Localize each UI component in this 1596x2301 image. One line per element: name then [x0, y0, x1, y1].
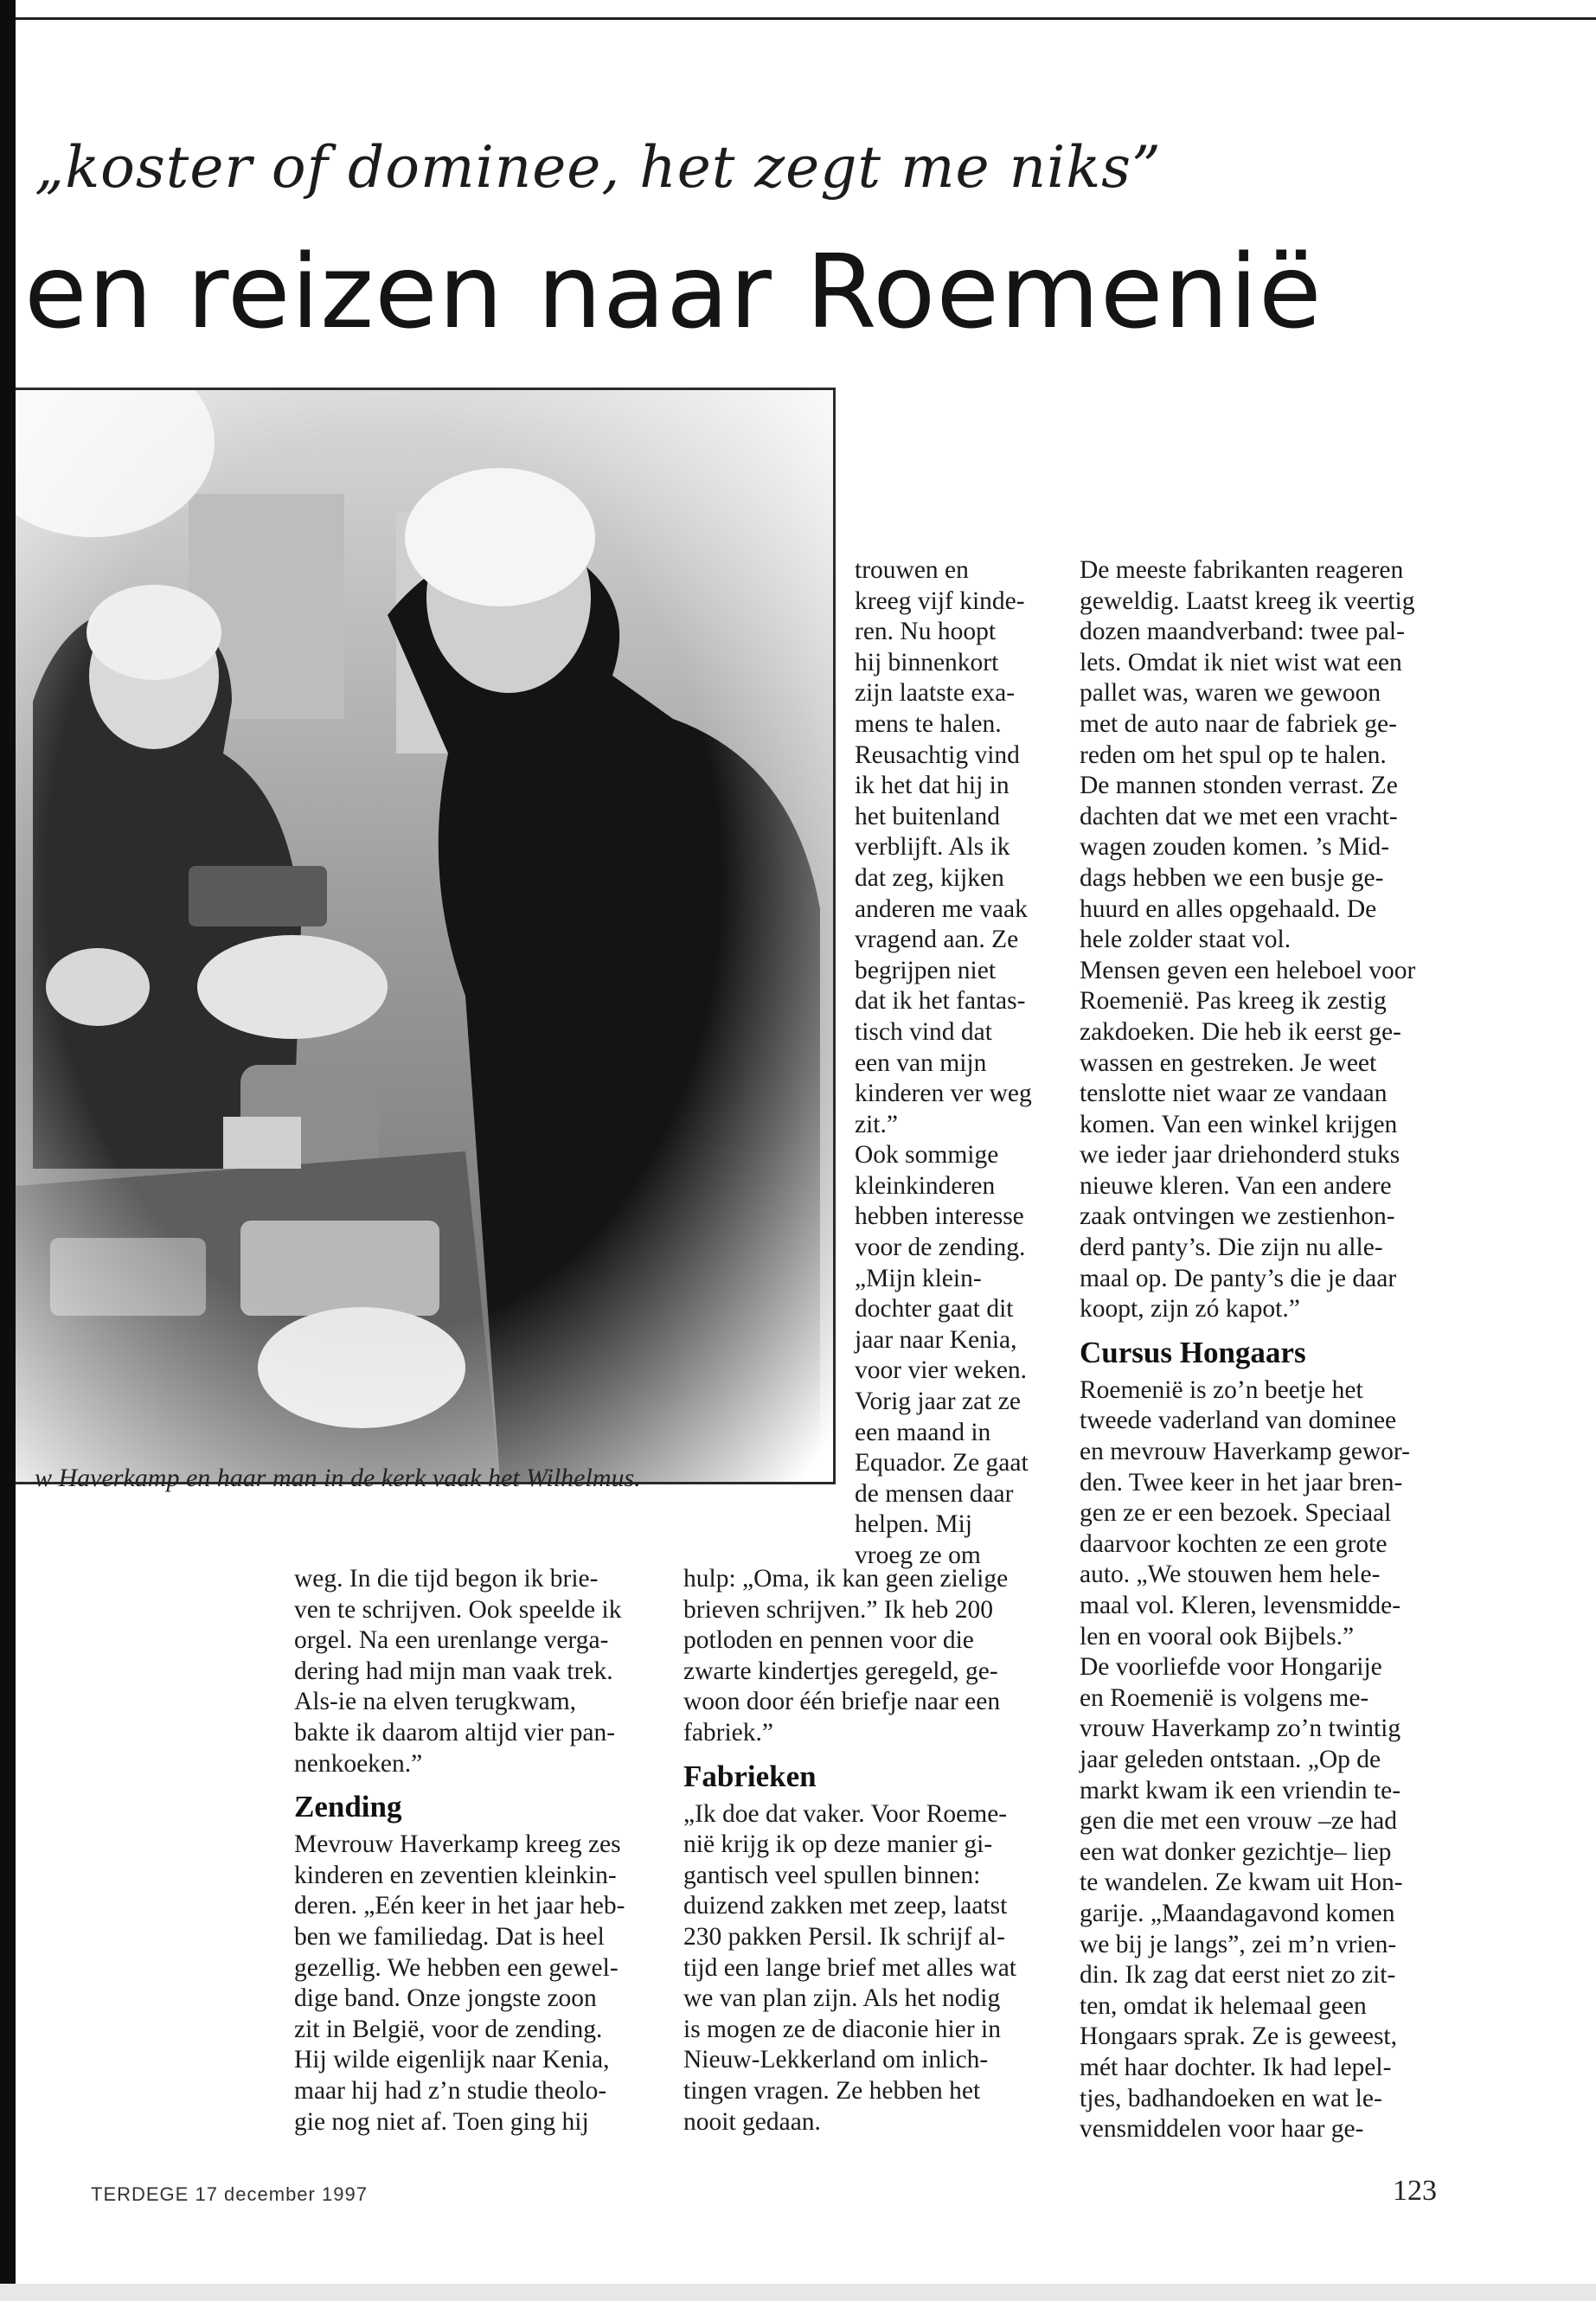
scan-edge-left	[0, 0, 16, 2301]
paragraph-line: kreeg vijf kinde-	[855, 586, 1025, 615]
paragraph-line: geweldig. Laatst kreeg ik veertig	[1080, 586, 1415, 615]
paragraph-line: kinderen en zeventien kleinkin-	[294, 1861, 617, 1889]
paragraph-line: weg. In die tijd begon ik brie-	[294, 1565, 599, 1593]
paragraph-line: Reusachtig vind	[855, 740, 1020, 769]
paragraph-line: maar hij had z’n studie theolo-	[294, 2076, 607, 2105]
paragraph-line: De voorliefde voor Hongarije	[1080, 1653, 1382, 1682]
paragraph-line: tijd een lange brief met alles wat	[683, 1953, 1016, 1982]
paragraph-line: dat zeg, kijken	[855, 863, 1004, 892]
paragraph-line: een van mijn	[855, 1048, 987, 1077]
paragraph-line: nieuwe kleren. Van een andere	[1080, 1171, 1392, 1200]
paragraph-line: „Ik doe dat vaker. Voor Roeme-	[683, 1799, 1008, 1828]
paragraph-line: een maand in	[855, 1418, 991, 1446]
paragraph-line: zit in België, voor de zending.	[294, 2015, 603, 2043]
paragraph-line: din. Ik zag dat eerst niet zo zit-	[1080, 1961, 1396, 1990]
paragraph-line: komen. Van een winkel krijgen	[1080, 1110, 1398, 1138]
paragraph-line: tjes, badhandoeken en wat le-	[1080, 2084, 1382, 2112]
paragraph-line: zwarte kindertjes geregeld, ge-	[683, 1657, 998, 1685]
photo-elderly-couple-packing-goods	[16, 390, 833, 1482]
paragraph-line: tingen vragen. Ze hebben het	[683, 2076, 981, 2105]
paragraph-line: dozen maandverband: twee pal-	[1080, 618, 1405, 646]
paragraph-line: De mannen stonden verrast. Ze	[1080, 772, 1398, 800]
paragraph-line: dering had mijn man vaak trek.	[294, 1657, 613, 1685]
article-photo	[16, 388, 836, 1484]
paragraph-line: Mensen geven een heleboel voor	[1080, 956, 1416, 984]
paragraph-line: zijn laatste exa-	[855, 679, 1016, 708]
paragraph-line: tenslotte niet waar ze vandaan	[1080, 1080, 1388, 1108]
paragraph-line: gie nog niet af. Toen ging hij	[294, 2107, 589, 2136]
paragraph-line: dachten dat we met een vracht-	[1080, 802, 1398, 830]
paragraph-line: mens te halen.	[855, 709, 1002, 738]
paragraph-line: duizend zakken met zeep, laatst	[683, 1892, 1008, 1920]
body-column-2-upper	[855, 555, 1052, 1572]
paragraph-line: reden om het spul op te halen.	[1080, 740, 1387, 769]
paragraph-line: helpen. Mij	[855, 1510, 973, 1539]
paragraph-line: jaar geleden ontstaan. „Op de	[1080, 1745, 1381, 1773]
paragraph-line: nenkoeken.”	[294, 1749, 423, 1778]
article-kicker: „koster of dominee, het zegt me niks”	[35, 134, 1162, 201]
paragraph-line: nië krijg ik op deze manier gi-	[683, 1830, 993, 1859]
page-number: 123	[1393, 2175, 1437, 2207]
paragraph-line: wassen en gestreken. Je weet	[1080, 1048, 1377, 1077]
paragraph-line: wagen zouden komen. ’s Mid-	[1080, 833, 1390, 862]
paragraph-line: voor vier weken.	[855, 1356, 1028, 1385]
paragraph-line: woon door één briefje naar een	[683, 1688, 1001, 1716]
paragraph-line: len en vooral ook Bijbels.”	[1080, 1622, 1355, 1650]
paragraph-line: Hongaars sprak. Ze is geweest,	[1080, 2022, 1397, 2051]
paragraph-line: vroeg ze om	[855, 1541, 981, 1569]
subheading-fabrieken: Fabrieken	[683, 1759, 817, 1793]
paragraph-line: lets. Omdat ik niet wist wat een	[1080, 648, 1402, 676]
paragraph-line: deren. „Eén keer in het jaar heb-	[294, 1892, 625, 1920]
paragraph-line: huurd en alles opgehaald. De	[1080, 894, 1377, 923]
paragraph-line: vensmiddelen voor haar ge-	[1080, 2115, 1364, 2144]
paragraph-line: en mevrouw Haverkamp gewor-	[1080, 1438, 1410, 1466]
body-column-1	[294, 1564, 649, 2138]
paragraph-line: trouwen en	[855, 556, 969, 584]
paragraph-line: Roemenië. Pas kreeg ik zestig	[1080, 987, 1387, 1016]
paragraph-line: kleinkinderen	[855, 1171, 996, 1200]
body-column-2-lower	[683, 1564, 1047, 2138]
paragraph-line: vragend aan. Ze	[855, 926, 1019, 954]
paragraph-line: zit.”	[855, 1110, 898, 1138]
paragraph-line: garije. „Maandagavond komen	[1080, 1899, 1395, 1927]
paragraph-line: zaak ontvingen we zestienhon-	[1080, 1202, 1395, 1231]
paragraph-line: en Roemenië is volgens me-	[1080, 1683, 1369, 1712]
paragraph-line: Mevrouw Haverkamp kreeg zes	[294, 1830, 621, 1859]
paragraph-line: Roemenië is zo’n beetje het	[1080, 1375, 1363, 1404]
article-headline: en reizen naar Roemenië	[24, 232, 1323, 351]
paragraph-line: pallet was, waren we gewoon	[1080, 679, 1381, 708]
paragraph-line: daarvoor kochten ze een grote	[1080, 1529, 1388, 1558]
paragraph-line: tweede vaderland van dominee	[1080, 1407, 1397, 1435]
paragraph-line: dat ik het fantas-	[855, 987, 1026, 1016]
paragraph-line: markt kwam ik een vriendin te-	[1080, 1776, 1401, 1804]
paragraph-line: koopt, zijn zó kapot.”	[1080, 1295, 1300, 1324]
photo-caption: w Haverkamp en haar man in de kerk vaak het Wilhelmus.	[35, 1464, 641, 1492]
paragraph-line: dochter gaat dit	[855, 1295, 1014, 1324]
paragraph-line: dige band. Onze jongste zoon	[294, 1984, 597, 2013]
paragraph-line: derd panty’s. Die zijn nu alle-	[1080, 1234, 1383, 1262]
scan-edge-top	[16, 0, 1596, 20]
paragraph-line: Vorig jaar zat ze	[855, 1388, 1021, 1416]
paragraph-line: zakdoeken. Die heb ik eerst ge-	[1080, 1017, 1401, 1046]
paragraph-line: voor de zending.	[855, 1234, 1026, 1262]
paragraph-line: de mensen daar	[855, 1479, 1014, 1508]
paragraph-line: gen ze er een bezoek. Speciaal	[1080, 1499, 1392, 1528]
body-column-3	[1080, 555, 1447, 2145]
paragraph-line: hele zolder staat vol.	[1080, 926, 1292, 954]
paragraph-line: ren. Nu hoopt	[855, 618, 997, 646]
paragraph-line: verblijft. Als ik	[855, 833, 1010, 862]
subheading-zending: Zending	[294, 1790, 402, 1824]
paragraph-line: ben we familiedag. Dat is heel	[294, 1922, 605, 1951]
paragraph-line: tisch vind dat	[855, 1017, 992, 1046]
paragraph-line: te wandelen. Ze kwam uit Hon-	[1080, 1868, 1403, 1897]
paragraph-line: Equador. Ze gaat	[855, 1449, 1029, 1477]
paragraph-line: Ook sommige	[855, 1141, 999, 1170]
publication-footer: TERDEGE 17 december 1997	[91, 2183, 368, 2205]
paragraph-line: kinderen ver weg	[855, 1080, 1032, 1108]
paragraph-line: ven te schrijven. Ook speelde ik	[294, 1595, 622, 1624]
paragraph-line: fabriek.”	[683, 1718, 773, 1747]
paragraph-line: we bij je langs”, zei m’n vrien-	[1080, 1930, 1397, 1958]
paragraph-line: den. Twee keer in het jaar bren-	[1080, 1468, 1403, 1497]
scan-edge-bottom	[0, 2284, 1596, 2301]
paragraph-line: mét haar dochter. Ik had lepel-	[1080, 2053, 1392, 2081]
paragraph-line: is mogen ze de diaconie hier in	[683, 2015, 1001, 2043]
paragraph-line: vrouw Haverkamp zo’n twintig	[1080, 1715, 1401, 1743]
paragraph-line: auto. „We stouwen hem hele-	[1080, 1561, 1381, 1589]
paragraph-line: met de auto naar de fabriek ge-	[1080, 709, 1397, 738]
paragraph-line: Hij wilde eigenlijk naar Kenia,	[294, 2046, 610, 2074]
paragraph-line: dags hebben we een busje ge-	[1080, 863, 1384, 892]
paragraph-line: we van plan zijn. Als het nodig	[683, 1984, 1001, 2013]
paragraph-line: hulp: „Oma, ik kan geen zielige	[683, 1565, 1009, 1593]
paragraph-line: bakte ik daarom altijd vier pan-	[294, 1718, 616, 1747]
paragraph-line: brieven schrijven.” Ik heb 200	[683, 1595, 993, 1624]
paragraph-line: „Mijn klein-	[855, 1264, 982, 1292]
paragraph-line: een wat donker gezichtje– liep	[1080, 1837, 1392, 1866]
paragraph-line: Nieuw-Lekkerland om inlich-	[683, 2046, 989, 2074]
paragraph-line: nooit gedaan.	[683, 2107, 821, 2136]
paragraph-line: ten, omdat ik helemaal geen	[1080, 1991, 1367, 2020]
paragraph-line: ik het dat hij in	[855, 772, 1010, 800]
paragraph-line: gezellig. We hebben een gewel-	[294, 1953, 619, 1982]
subheading-cursus-hongaars: Cursus Hongaars	[1080, 1335, 1306, 1369]
paragraph-line: gantisch veel spullen binnen:	[683, 1861, 981, 1889]
paragraph-line: potloden en pennen voor die	[683, 1626, 974, 1655]
paragraph-line: anderen me vaak	[855, 894, 1028, 923]
paragraph-line: we ieder jaar driehonderd stuks	[1080, 1141, 1401, 1170]
paragraph-line: hij binnenkort	[855, 648, 999, 676]
paragraph-line: Als-ie na elven terugkwam,	[294, 1688, 577, 1716]
paragraph-line: begrijpen niet	[855, 956, 997, 984]
paragraph-line: jaar naar Kenia,	[855, 1325, 1017, 1354]
paragraph-line: gen die met een vrouw –ze had	[1080, 1807, 1397, 1836]
paragraph-line: hebben interesse	[855, 1202, 1024, 1231]
paragraph-line: 230 pakken Persil. Ik schrijf al-	[683, 1922, 1005, 1951]
paragraph-line: maal vol. Kleren, levensmidde-	[1080, 1592, 1401, 1619]
paragraph-line: het buitenland	[855, 802, 1000, 830]
paragraph-line: De meeste fabrikanten reageren	[1080, 556, 1404, 584]
paragraph-line: maal op. De panty’s die je daar	[1080, 1264, 1397, 1292]
paragraph-line: orgel. Na een urenlange verga-	[294, 1626, 609, 1655]
